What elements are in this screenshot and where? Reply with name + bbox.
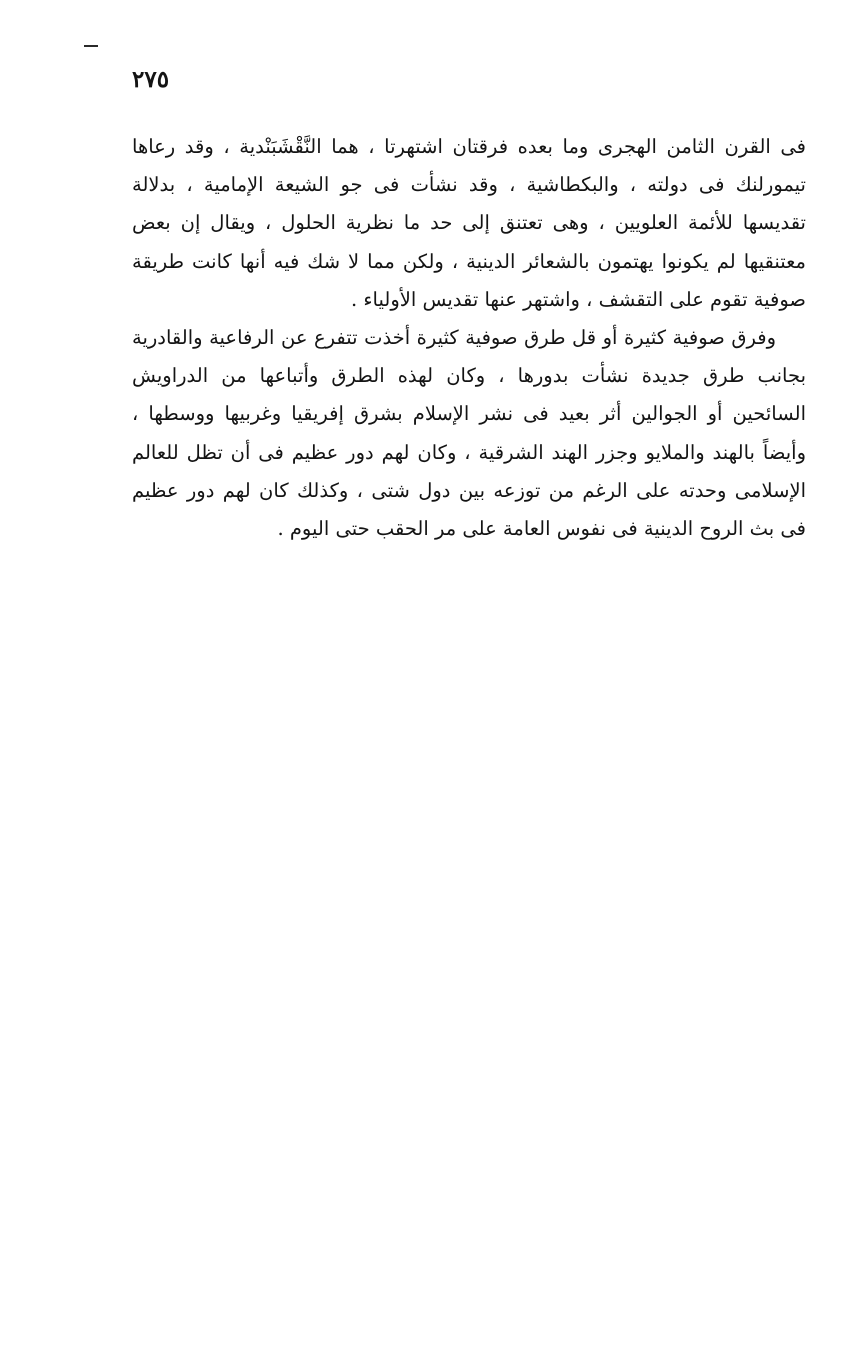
page-number: ٢٧٥ — [132, 66, 170, 93]
margin-dash — [84, 45, 98, 47]
page-body — [132, 128, 806, 548]
paragraph-2: وفرق صوفية كثيرة أو قل طرق صوفية كثيرة أخذت تتفرع عن الرفاعية والقادرية بجانب طرق جديدة نشأت بدورها ، وكان لهذه الطرق وأتباعها من الدراويش السائحين أو الجوالين أثر بعيد فى نشر الإسلام بشرق إفريقيا وغربيها ووسطها ، وأيضاً بالهند والملايو وجزر الهند الشرقية ، وكان لهم دور عظيم فى أن تظل للعالم الإسلامى وحدته على الرغم من توزعه بين دول شتى ، وكذلك كان لهم دور عظيم فى بث الروح الدينية فى نفوس العامة على مر الحقب حتى اليوم . — [132, 326, 806, 541]
paragraph-1: فى القرن الثامن الهجرى وما بعده فرقتان اشتهرتا ، هما النَّقْشَبَنْدية ، وقد رعاها تيمورلنك فى دولته ، والبكطاشية ، وقد نشأت فى جو الشيعة الإمامية ، بدلالة تقديسها للأئمة العلويين ، وهى تعتنق إلى حد ما نظرية الحلول ، ويقال إن بعض معتنقيها لم يكونوا يهتمون بالشعائر الدينية ، ولكن مما لا شك فيه أنها كانت طريقة صوفية تقوم على التقشف ، واشتهر عنها تقديس الأولياء . — [132, 135, 806, 311]
